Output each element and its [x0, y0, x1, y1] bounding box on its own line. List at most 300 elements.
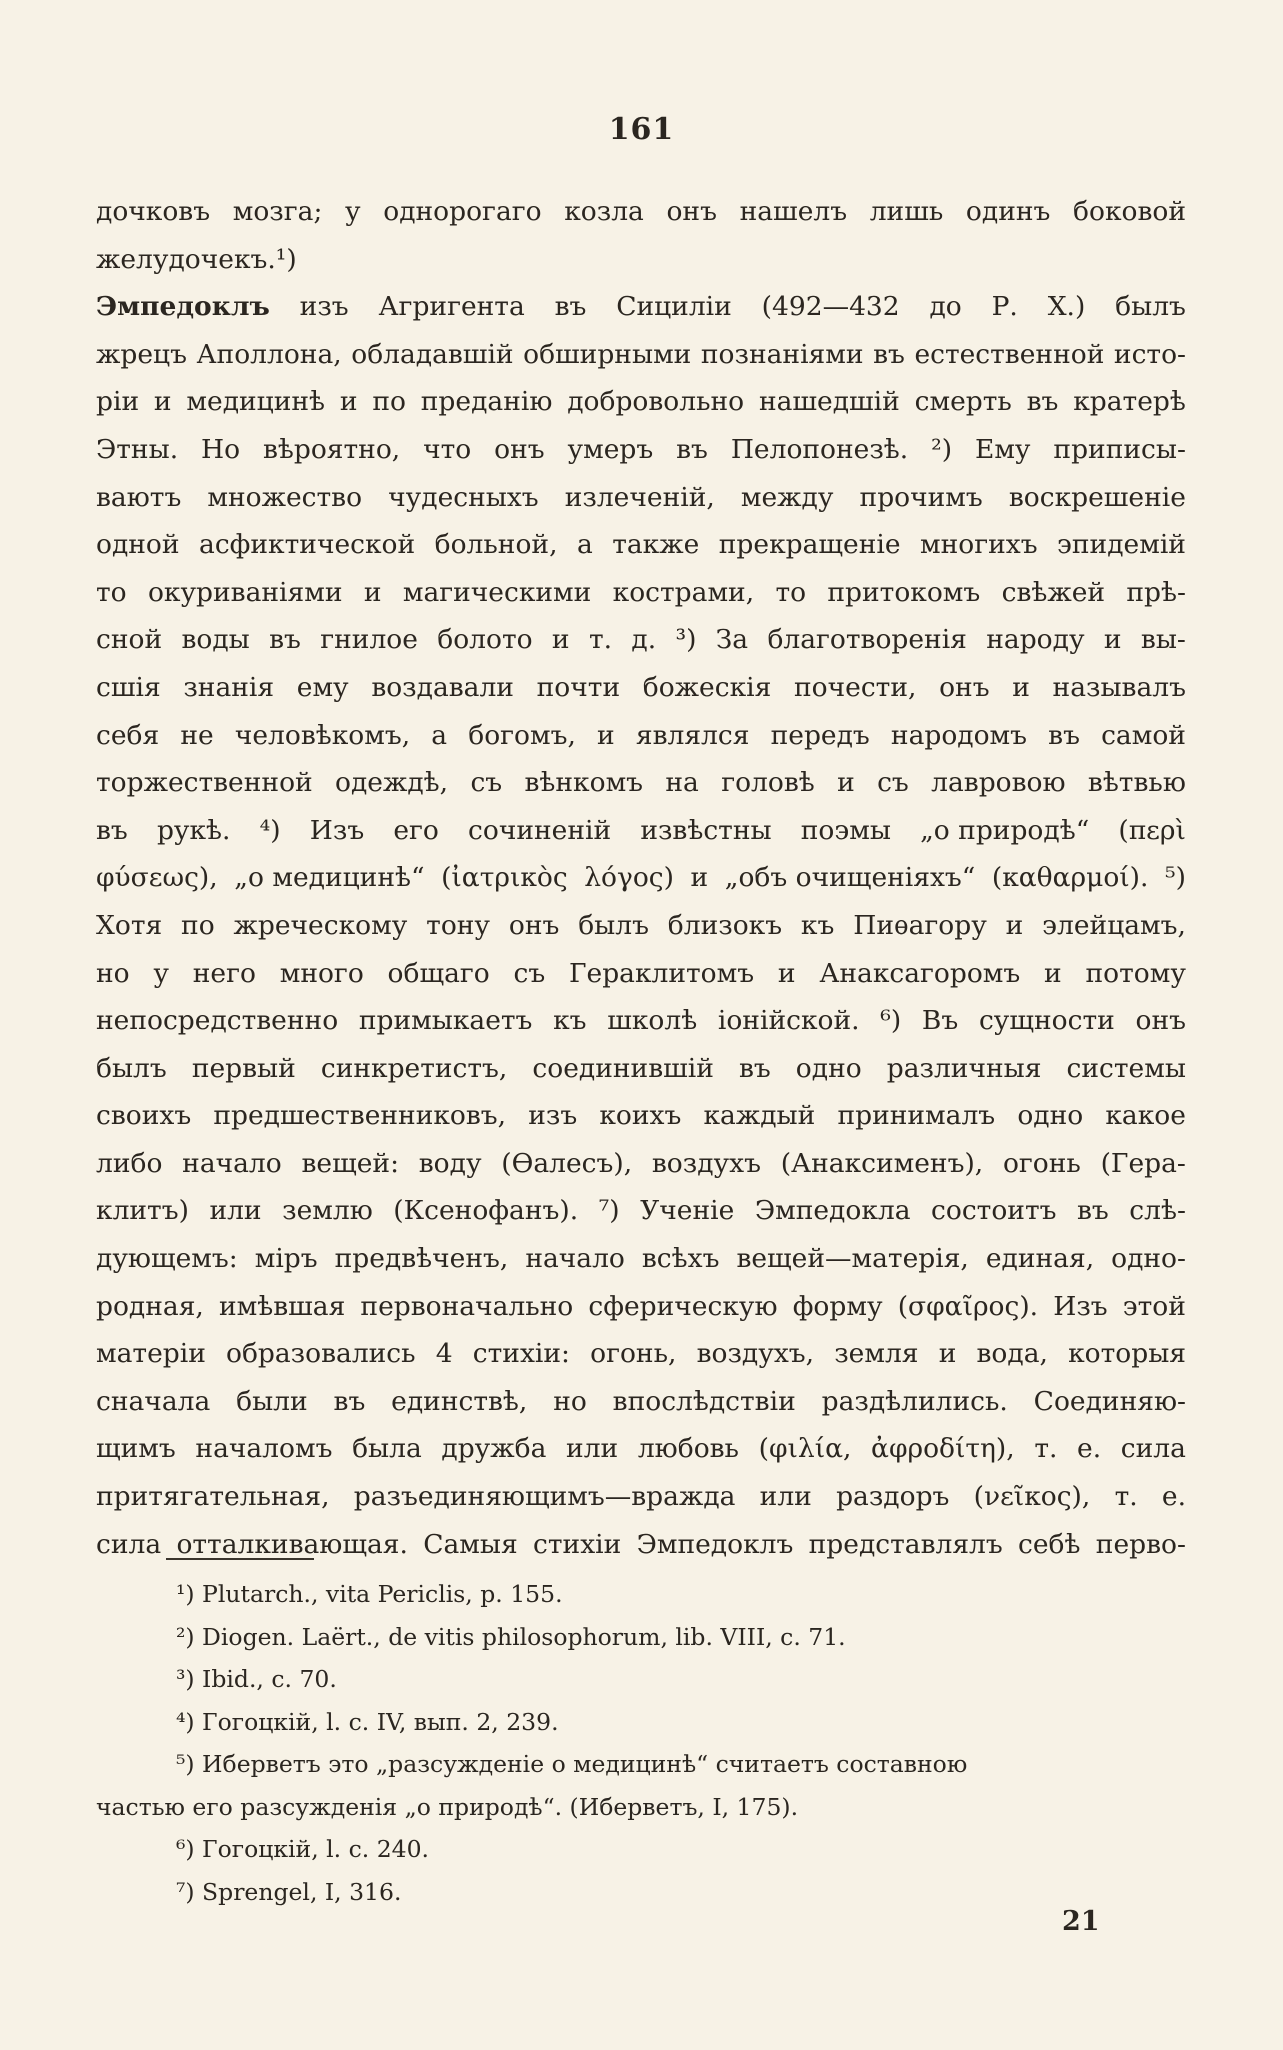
- word: и: [1005, 909, 1024, 941]
- word: сной: [96, 624, 163, 656]
- word: лавровою: [931, 767, 1066, 799]
- word: различныя: [886, 1052, 1042, 1084]
- word: дружба: [441, 1433, 547, 1465]
- word: потому: [1085, 957, 1186, 989]
- word: ⁷): [598, 1195, 620, 1227]
- word: онъ: [666, 196, 717, 227]
- word: съ: [877, 767, 909, 799]
- word: естественной: [914, 338, 1105, 370]
- word: сущности: [978, 1005, 1115, 1037]
- text-line: [96, 426, 1186, 474]
- word: на: [665, 767, 699, 799]
- word: болото: [437, 624, 533, 656]
- word: раздѣлились.: [821, 1385, 1008, 1417]
- text-line: [96, 950, 1186, 998]
- word: кратерѣ: [1073, 386, 1186, 418]
- word: а: [576, 529, 593, 561]
- word: ²): [931, 433, 953, 465]
- footnote-line: ¹) Plutarch., vita Periclis, p. 155.: [176, 1580, 563, 1608]
- word: жрецъ: [96, 338, 187, 370]
- word: всѣхъ: [641, 1243, 720, 1275]
- word: эпидемій: [1057, 529, 1186, 561]
- word: (Анаксименъ),: [780, 1147, 984, 1179]
- word: былъ: [578, 909, 649, 941]
- word: дующемъ:: [96, 1243, 238, 1275]
- text-line: [96, 1473, 1186, 1521]
- word: соединившій: [532, 1052, 714, 1084]
- word: и: [551, 624, 570, 656]
- word: сферическую: [588, 1290, 778, 1322]
- word: (περὶ: [1118, 814, 1186, 846]
- word: λόγος): [584, 862, 674, 894]
- word: „о природѣ“: [920, 814, 1090, 846]
- word: іонійской.: [717, 1005, 860, 1037]
- word: тону: [426, 909, 491, 941]
- word: желудочекъ.¹): [96, 243, 297, 275]
- word: имѣвшая: [218, 1290, 346, 1322]
- word: ваютъ: [96, 481, 182, 513]
- word: между: [740, 481, 834, 513]
- text-line: [96, 997, 1186, 1045]
- text-line: [96, 1045, 1186, 1093]
- text-line: [96, 283, 1186, 331]
- word: въ: [738, 1052, 771, 1084]
- word: сила: [96, 1528, 162, 1560]
- word: отталкивающая.: [176, 1528, 408, 1560]
- footnote-line: частью его разсужденія „о природѣ“. (Иберветъ, I, 175).: [96, 1792, 799, 1821]
- word: прекращеніе: [718, 529, 901, 561]
- word: воду: [418, 1147, 482, 1179]
- word: благотворенія: [767, 624, 967, 656]
- word: За: [715, 624, 749, 656]
- sheet-signature: 21: [1062, 1906, 1100, 1937]
- word: въ: [269, 624, 301, 656]
- word: сила: [1120, 1433, 1186, 1465]
- word: и: [777, 957, 796, 989]
- word: (νεῖκος),: [973, 1481, 1091, 1513]
- word: воды: [181, 624, 250, 656]
- word: ⁴): [259, 814, 281, 846]
- word: форму: [792, 1290, 883, 1322]
- word: ἀφροδίτη),: [871, 1433, 1015, 1465]
- word: онъ: [508, 909, 560, 941]
- text-line: [96, 1330, 1186, 1378]
- word: извѣстны: [640, 814, 772, 846]
- word: почти: [536, 671, 621, 703]
- word: него: [192, 957, 256, 989]
- word: не: [180, 719, 214, 751]
- footnote-line: ⁵) Иберветъ это „разсужденіе о медицинѣ“ считаетъ составною: [176, 1750, 968, 1778]
- word: то: [96, 576, 127, 608]
- word: боковой: [1073, 196, 1186, 227]
- word: раздоръ: [836, 1481, 950, 1513]
- word: Гераклитомъ: [568, 957, 755, 989]
- word: земля: [834, 1338, 919, 1370]
- word: Изъ: [309, 814, 365, 846]
- word: смерть: [914, 386, 1012, 418]
- word: у: [345, 196, 361, 227]
- text-line: [96, 854, 1186, 902]
- text-line: [96, 616, 1186, 664]
- word: единая,: [985, 1243, 1095, 1275]
- word: предшественниковъ,: [213, 1100, 507, 1132]
- word: множество: [207, 481, 363, 513]
- word: (καθαρμοί).: [991, 862, 1149, 894]
- word: коихъ: [599, 1100, 682, 1132]
- word: состоитъ: [931, 1195, 1057, 1227]
- word: каждый: [703, 1100, 816, 1132]
- word: но: [96, 957, 130, 989]
- word: клитъ): [96, 1195, 189, 1227]
- footnote-line: ⁶) Гогоцкій, l. c. 240.: [176, 1835, 430, 1863]
- text-line: [96, 378, 1186, 426]
- word: въ: [1048, 719, 1080, 751]
- word: (φιλία,: [758, 1433, 852, 1465]
- word: асфиктической: [199, 529, 416, 561]
- word: Аполлона,: [196, 338, 342, 370]
- word: исто-: [1113, 338, 1186, 370]
- word: т.: [1034, 1433, 1058, 1465]
- word: приписы-: [1053, 433, 1186, 465]
- text-line: [96, 236, 1186, 284]
- word: магическими: [402, 576, 592, 608]
- word: общаго: [387, 957, 490, 989]
- text-line: [96, 1187, 1186, 1235]
- word: первоначально: [360, 1290, 574, 1322]
- word: обширными: [523, 338, 692, 370]
- word: но: [553, 1385, 587, 1417]
- word: къ: [800, 909, 835, 941]
- word: вѣнкомъ: [524, 767, 644, 799]
- word: въ: [873, 338, 905, 370]
- word: одинъ: [965, 196, 1051, 227]
- word: ему: [296, 671, 349, 703]
- word: Изъ: [1053, 1290, 1108, 1322]
- word: былъ: [96, 1052, 167, 1084]
- word: однорогаго: [383, 196, 542, 227]
- word: (σφαῖρος).: [897, 1290, 1039, 1322]
- word: разъединяющимъ—вражда: [353, 1481, 736, 1513]
- word: Соединяю-: [1033, 1385, 1186, 1417]
- word: какое: [1105, 1100, 1186, 1132]
- word: „объ очищеніяхъ“: [724, 862, 976, 894]
- word: перво-: [1095, 1528, 1186, 1560]
- main-text: [96, 188, 1186, 1568]
- text-line: [96, 902, 1186, 950]
- word: и: [153, 386, 172, 418]
- word: или: [566, 1433, 619, 1465]
- word: Этны.: [96, 433, 179, 465]
- word: е.: [1077, 1433, 1102, 1465]
- word: т.: [588, 624, 613, 656]
- text-line: [96, 474, 1186, 522]
- word: своихъ: [96, 1100, 192, 1132]
- word: себѣ: [1018, 1528, 1081, 1560]
- word: то: [775, 576, 807, 608]
- word: его: [393, 814, 439, 846]
- word: начало: [525, 1243, 625, 1275]
- word: народу: [986, 624, 1085, 656]
- word: Анаксагоромъ: [819, 957, 1021, 989]
- footnote-divider: [166, 1558, 314, 1560]
- word: въ: [333, 1385, 366, 1417]
- word: воздухъ: [651, 1147, 761, 1179]
- word: притокомъ: [827, 576, 981, 608]
- word: близокъ: [667, 909, 783, 941]
- word: познаніями: [700, 338, 864, 370]
- word: сначала: [96, 1385, 211, 1417]
- word: Въ: [921, 1005, 959, 1037]
- word: первый: [191, 1052, 296, 1084]
- word: Пиѳагору: [853, 909, 987, 941]
- footnotes: [96, 1573, 1186, 1913]
- word: представлялъ: [808, 1528, 1003, 1560]
- word: по: [372, 386, 406, 418]
- word: съ: [470, 767, 503, 799]
- word: Хотя: [96, 909, 163, 941]
- word: матеріи: [96, 1338, 206, 1370]
- word: Агригента: [378, 291, 525, 323]
- word: одно-: [1111, 1243, 1186, 1275]
- word: системы: [1066, 1052, 1186, 1084]
- word: одеждѣ,: [335, 767, 449, 799]
- word: гнилое: [320, 624, 418, 656]
- word: нашелъ: [739, 196, 848, 227]
- word: была: [352, 1433, 422, 1465]
- word: въ: [96, 814, 128, 846]
- word: Самыя: [423, 1528, 518, 1560]
- word: предвѣченъ,: [334, 1243, 509, 1275]
- text-line: [96, 1521, 1186, 1569]
- word: были: [236, 1385, 308, 1417]
- word: начало: [182, 1147, 282, 1179]
- word: примыкаетъ: [358, 1005, 533, 1037]
- word: огонь: [1002, 1147, 1081, 1179]
- word: Ученіе: [640, 1195, 735, 1227]
- word: изъ: [299, 291, 349, 323]
- word: принималъ: [837, 1100, 996, 1132]
- word: излеченій,: [564, 481, 715, 513]
- word: умеръ: [567, 433, 654, 465]
- word: человѣкомъ,: [234, 719, 411, 751]
- word: (Гера-: [1100, 1147, 1186, 1179]
- word: или: [759, 1481, 812, 1513]
- text-line: [96, 1092, 1186, 1140]
- word: прочимъ: [859, 481, 983, 513]
- footnote-line: ²) Diogen. Laërt., de vitis philosophorum, lib. VIII, c. 71.: [176, 1622, 846, 1651]
- text-line: [96, 1283, 1186, 1331]
- word: е.: [1161, 1481, 1186, 1513]
- word: одной: [96, 529, 180, 561]
- word: и: [1103, 624, 1122, 656]
- word: щимъ: [96, 1433, 176, 1465]
- word: стихіи: [533, 1528, 622, 1560]
- word: свѣжей: [1001, 576, 1106, 608]
- word: что: [423, 433, 472, 465]
- word: ріи: [96, 386, 140, 418]
- word: (Ѳалесъ),: [501, 1147, 633, 1179]
- word: воскрешеніе: [1008, 481, 1186, 513]
- page-number: 161: [608, 112, 675, 147]
- word: Эмпедокла: [754, 1195, 911, 1227]
- word: съ: [513, 957, 546, 989]
- word: козла: [564, 196, 644, 227]
- word: называлъ: [1052, 671, 1186, 703]
- text-line: [96, 807, 1186, 855]
- word: больной,: [434, 529, 558, 561]
- word: также: [612, 529, 700, 561]
- word: нашедшій: [758, 386, 900, 418]
- word: и: [339, 386, 358, 418]
- word: Эмпедоклъ: [96, 291, 270, 323]
- text-line: [96, 1235, 1186, 1283]
- word: и: [938, 1338, 957, 1370]
- word: огонь,: [590, 1338, 677, 1370]
- word: міръ: [254, 1243, 318, 1275]
- word: образовались: [226, 1338, 416, 1370]
- text-line: [96, 712, 1186, 760]
- word: являлся: [635, 719, 750, 751]
- text-line: [96, 664, 1186, 712]
- word: онъ: [939, 671, 990, 703]
- word: (492—432: [761, 291, 900, 323]
- word: до: [929, 291, 962, 323]
- word: въ: [1026, 386, 1059, 418]
- word: либо: [96, 1147, 163, 1179]
- word: притягательная,: [96, 1481, 330, 1513]
- word: чудесныхъ: [388, 481, 539, 513]
- footnote-line: ³) Ibid., c. 70.: [176, 1665, 337, 1693]
- word: и: [1044, 957, 1062, 989]
- word: вещей:: [301, 1147, 399, 1179]
- word: и: [1012, 671, 1030, 703]
- text-line: [96, 1425, 1186, 1473]
- word: вещей—матерія,: [736, 1243, 969, 1275]
- footnote-line: ⁴) Гогоцкій, l. c. IV, вып. 2, 239.: [176, 1707, 559, 1736]
- word: прѣ-: [1126, 576, 1186, 608]
- word: народомъ: [890, 719, 1028, 751]
- word: (Ксенофанъ).: [393, 1195, 579, 1227]
- word: родная,: [96, 1290, 204, 1322]
- word: вода,: [976, 1338, 1048, 1370]
- word: окуриваніями: [147, 576, 343, 608]
- word: слѣ-: [1129, 1195, 1186, 1227]
- word: обладавшій: [351, 338, 514, 370]
- word: по: [181, 909, 215, 941]
- word: „о медицинѣ“: [234, 862, 425, 894]
- text-line: [96, 331, 1186, 379]
- word: началомъ: [195, 1433, 333, 1465]
- word: въ: [676, 433, 708, 465]
- text-line: [96, 188, 1186, 236]
- word: мозга;: [232, 196, 323, 227]
- word: непосредственно: [96, 1005, 339, 1037]
- word: школѣ: [607, 1005, 698, 1037]
- word: воздавали: [371, 671, 514, 703]
- word: передъ: [770, 719, 870, 751]
- word: сочиненій: [468, 814, 612, 846]
- word: жреческому: [233, 909, 408, 941]
- word: знанія: [183, 671, 275, 703]
- word: единствѣ,: [391, 1385, 528, 1417]
- word: многихъ: [920, 529, 1038, 561]
- word: медицинѣ: [186, 386, 326, 418]
- word: и: [837, 767, 855, 799]
- word: одно: [795, 1052, 862, 1084]
- word: Р.: [991, 291, 1018, 323]
- word: Х.): [1047, 291, 1086, 323]
- text-line: [96, 759, 1186, 807]
- word: и: [690, 862, 709, 894]
- word: добровольно: [567, 386, 745, 418]
- word: изъ: [528, 1100, 578, 1132]
- word: землю: [282, 1195, 373, 1227]
- word: поэмы: [800, 814, 891, 846]
- word: которыя: [1068, 1338, 1186, 1370]
- word: Ему: [974, 433, 1031, 465]
- word: рукѣ.: [156, 814, 231, 846]
- word: Но: [201, 433, 241, 465]
- word: (ἰατρικὸς: [441, 862, 568, 894]
- word: дочковъ: [96, 196, 211, 227]
- word: самой: [1101, 719, 1186, 751]
- text-line: [96, 521, 1186, 569]
- text-line: [96, 1140, 1186, 1188]
- word: впослѣдствіи: [612, 1385, 796, 1417]
- word: кострами,: [612, 576, 755, 608]
- word: Пелопонезѣ.: [730, 433, 909, 465]
- word: φύσεως),: [96, 862, 218, 894]
- word: головѣ: [721, 767, 815, 799]
- word: въ: [1077, 1195, 1109, 1227]
- word: въ: [554, 291, 587, 323]
- word: или: [209, 1195, 262, 1227]
- word: Сициліи: [616, 291, 732, 323]
- word: торжественной: [96, 767, 313, 799]
- word: почести,: [794, 671, 917, 703]
- word: любовь: [637, 1433, 739, 1465]
- word: этой: [1122, 1290, 1186, 1322]
- word: божескія: [642, 671, 772, 703]
- word: синкретистъ,: [320, 1052, 508, 1084]
- text-line: [96, 1378, 1186, 1426]
- word: воздухъ,: [696, 1338, 815, 1370]
- word: и: [363, 576, 382, 608]
- word: ³): [675, 624, 697, 656]
- word: т.: [1114, 1481, 1138, 1513]
- word: онъ: [1135, 1005, 1186, 1037]
- text-line: [96, 569, 1186, 617]
- word: сшія: [96, 671, 161, 703]
- word: вѣроятно,: [262, 433, 401, 465]
- word: а: [431, 719, 448, 751]
- word: ⁶): [880, 1005, 902, 1037]
- word: себя: [96, 719, 160, 751]
- word: у: [153, 957, 169, 989]
- word: стихіи:: [472, 1338, 570, 1370]
- word: былъ: [1115, 291, 1186, 323]
- word: ⁵): [1165, 862, 1186, 894]
- word: Эмпедоклъ: [636, 1528, 794, 1560]
- word: онъ: [494, 433, 545, 465]
- word: д.: [631, 624, 657, 656]
- word: 4: [435, 1338, 453, 1370]
- word: много: [279, 957, 364, 989]
- word: элейцамъ,: [1042, 909, 1186, 941]
- footnote-line: ⁷) Sprengel, I, 316.: [176, 1877, 402, 1906]
- word: преданію: [420, 386, 553, 418]
- word: къ: [553, 1005, 587, 1037]
